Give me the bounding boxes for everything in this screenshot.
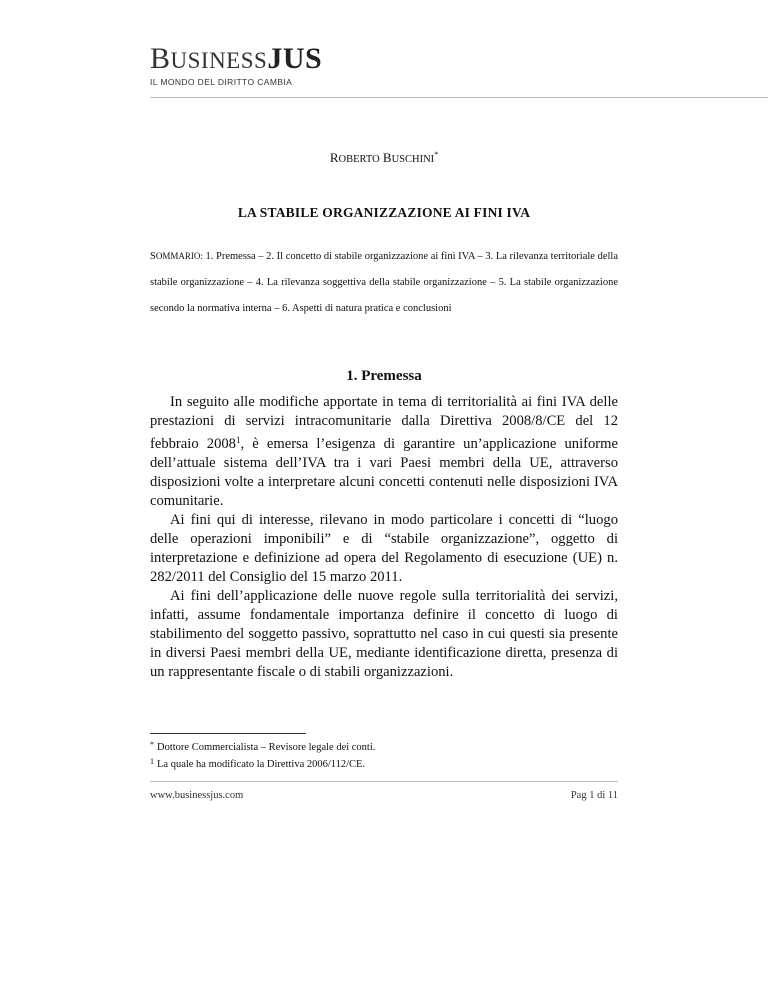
page-number: Pag 1 di 11 [570, 790, 618, 801]
footnote [150, 755, 618, 772]
footer-website[interactable]: www.businessjus.com [150, 790, 244, 801]
footnote [150, 738, 618, 755]
summary-label-initial: S [150, 251, 156, 262]
paragraph [150, 393, 618, 511]
paragraph-1-continuation: , è emersa l’esigenza di garantire un’applicazione uniforme dell’attuale sistema dell’IVA tra i vari Paesi membri della UE, attraverso disposizioni volte a interpretare alcuni concetti contenuti nelle disposizioni IVA comunitarie. [150, 436, 618, 509]
author-first-rest: OBERTO [338, 154, 380, 165]
footnotes [150, 738, 618, 772]
footnote-divider [150, 733, 306, 734]
author-last-rest: USCHINI [391, 154, 435, 165]
logo-jus: JUS [267, 42, 323, 75]
logo-tagline: IL MONDO DEL DIRITTO CAMBIA [150, 77, 293, 87]
author-footnote-mark[interactable]: * [434, 150, 439, 159]
author-last-initial: B [382, 150, 392, 165]
footnote-text: Dottore Commercialista – Revisore legale dei conti. [157, 742, 376, 753]
paragraph: Ai fini dell’applicazione delle nuove regole sulla territorialità dei servizi, infatti, assume fondamentale importanza definire il concetto di luogo di stabilimento del soggetto passivo, soprattutto nel caso in cui questi sia presente in diversi Paesi membri della UE, mediante identificazione diretta, presenza di un rappresentante fiscale o di stabili organizzazioni. [150, 588, 618, 680]
logo-b-initial: B [150, 42, 171, 75]
summary-label-rest: OMMARIO: [155, 251, 203, 261]
summary [150, 243, 618, 322]
document-title: LA STABILE ORGANIZZAZIONE AI FINI IVA [237, 205, 531, 220]
header-divider [150, 97, 768, 98]
paragraph-1-text: In seguito alle modifiche apportate in tema di territorialità ai fini IVA delle prestazioni di servizi intracomunitarie dalla Direttiva 2008/8/CE del 12 febbraio 2008 [150, 394, 618, 452]
footnote-mark: * [150, 740, 154, 749]
footer-divider [150, 781, 618, 782]
logo-business-rest: USINESS [170, 48, 268, 73]
section-heading: 1. Premessa [346, 368, 422, 384]
summary-text: 1. Premessa – 2. Il concetto di stabile organizzazione ai fini IVA – 3. La rilevanza territoriale della stabile organizzazione – 4. La rilevanza soggettiva della stabile organizzazione – 5. La stabile organizzazione secondo la normativa interna – 6. Aspetti di natura pratica e conclusioni [150, 251, 618, 314]
logo-wordmark [150, 44, 322, 76]
footnote-mark: 1 [150, 757, 154, 766]
footnote-text: La quale ha modificato la Direttiva 2006/112/CE. [157, 759, 366, 770]
paragraph: Ai fini qui di interesse, rilevano in modo particolare i concetti di “luogo delle operazioni imponibili” e di “stabile organizzazione”, oggetto di interpretazione e definizione ad opera del Regolamento di esecuzione (UE) n. 282/2011 del Consiglio del 15 marzo 2011. [150, 512, 618, 585]
body-text [150, 393, 618, 682]
footnote-ref-1[interactable]: 1 [235, 435, 241, 445]
author-name [0, 150, 768, 166]
businessjus-logo [150, 44, 322, 87]
author-first-initial: R [329, 150, 339, 165]
